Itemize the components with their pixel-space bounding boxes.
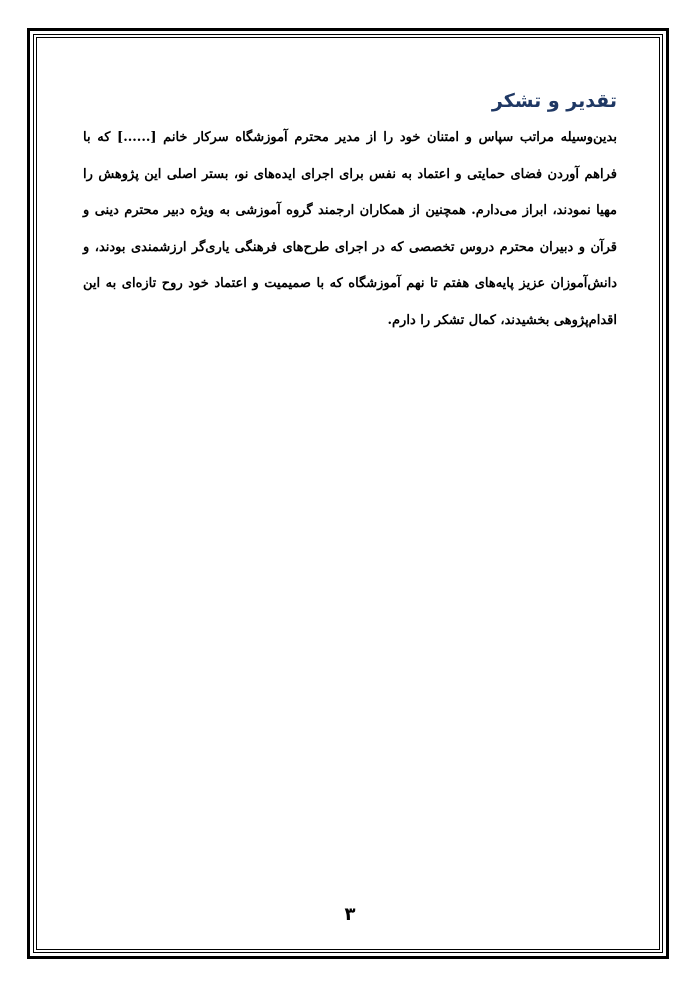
page-number: ۳	[344, 904, 356, 925]
acknowledgement-paragraph: بدین‌وسیله مراتب سپاس و امتنان خود را از مدیر محترم آموزشگاه سرکار خانم [......] که با فراهم آوردن فضای حمایتی و اعتماد به نفس برای اجرای ایده‌های نو، بستر اصلی این پژوهش را مهیا نمودند، ابراز می‌دارم. همچنین از همکاران ارجمند گروه آموزشی به ویژه دبیر محترم دینی و قرآن و دبیران محترم دروس تخصصی که در اجرای طرح‌های فرهنگی یاری‌گر ارزشمندی بودند، و دانش‌آموزان عزیز پایه‌های هفتم تا نهم آموزشگاه که با صمیمیت و اعتماد خود روح تازه‌ای به این اقدام‌پژوهی بخشیدند، کمال تشکر را دارم.	[83, 130, 617, 328]
page-content	[83, 88, 617, 339]
section-heading: تقدیر و تشکر	[491, 90, 617, 112]
